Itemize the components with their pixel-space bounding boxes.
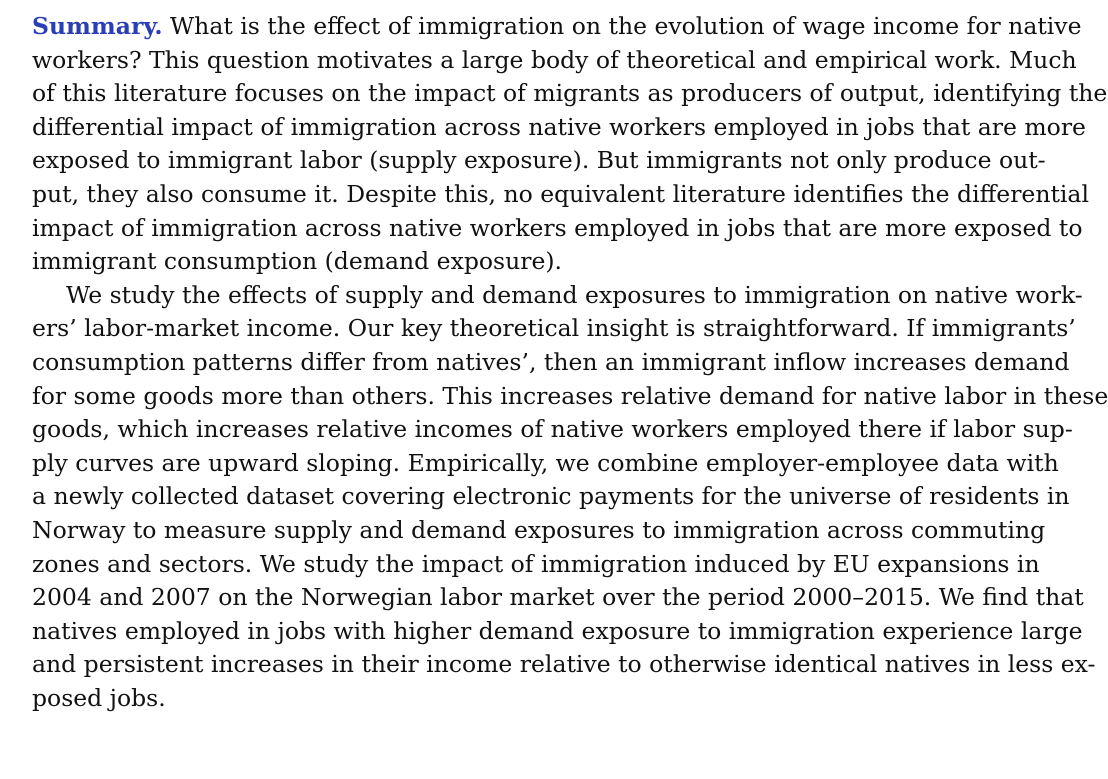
summary-line: workers? This question motivates a large body of theoretical and empirical work. Much (32, 45, 1077, 74)
summary-line: Norway to measure supply and demand exposures to immigration across commuting (32, 515, 1046, 544)
summary-line: impact of immigration across native workers employed in jobs that are more exposed to (32, 213, 1083, 242)
summary-line: for some goods more than others. This increases relative demand for native labor in these (32, 381, 1108, 410)
summary-line: of this literature focuses on the impact of migrants as producers of output, identifying the (32, 79, 1108, 108)
summary-line: exposed to immigrant labor (supply exposure). But immigrants not only produce out- (32, 146, 1046, 175)
summary-line (32, 10, 1082, 44)
summary-line: ers’ labor-market income. Our key theoretical insight is straightforward. If immigrants’ (32, 314, 1076, 343)
summary-paragraph-1 (32, 10, 1108, 279)
summary-line: We study the effects of supply and demand exposures to immigration on native work- (66, 280, 1083, 309)
summary-line: put, they also consume it. Despite this, no equivalent literature identifies the differential (32, 179, 1089, 208)
summary-line: 2004 and 2007 on the Norwegian labor market over the period 2000–2015. We find that (32, 583, 1084, 612)
summary-line: goods, which increases relative incomes of native workers employed there if labor sup- (32, 415, 1073, 444)
summary-line: posed jobs. (32, 683, 166, 712)
summary-line: consumption patterns differ from natives’, then an immigrant inflow increases demand (32, 347, 1070, 376)
summary-line: immigrant consumption (demand exposure). (32, 247, 563, 276)
summary-line: natives employed in jobs with higher demand exposure to immigration experience large (32, 616, 1083, 645)
summary-label: Summary. (32, 12, 163, 40)
summary-line: differential impact of immigration across native workers employed in jobs that are more (32, 112, 1086, 141)
summary-line: and persistent increases in their income relative to otherwise identical natives in less ex- (32, 650, 1096, 679)
summary-line: zones and sectors. We study the impact of immigration induced by EU expansions in (32, 549, 1040, 578)
summary-line: a newly collected dataset covering electronic payments for the universe of residents in (32, 482, 1070, 511)
summary-line: ply curves are upward sloping. Empirically, we combine employer-employee data with (32, 448, 1059, 477)
summary-text: What is the effect of immigration on the evolution of wage income for native (170, 12, 1082, 40)
summary-paragraph-2 (32, 279, 1108, 716)
